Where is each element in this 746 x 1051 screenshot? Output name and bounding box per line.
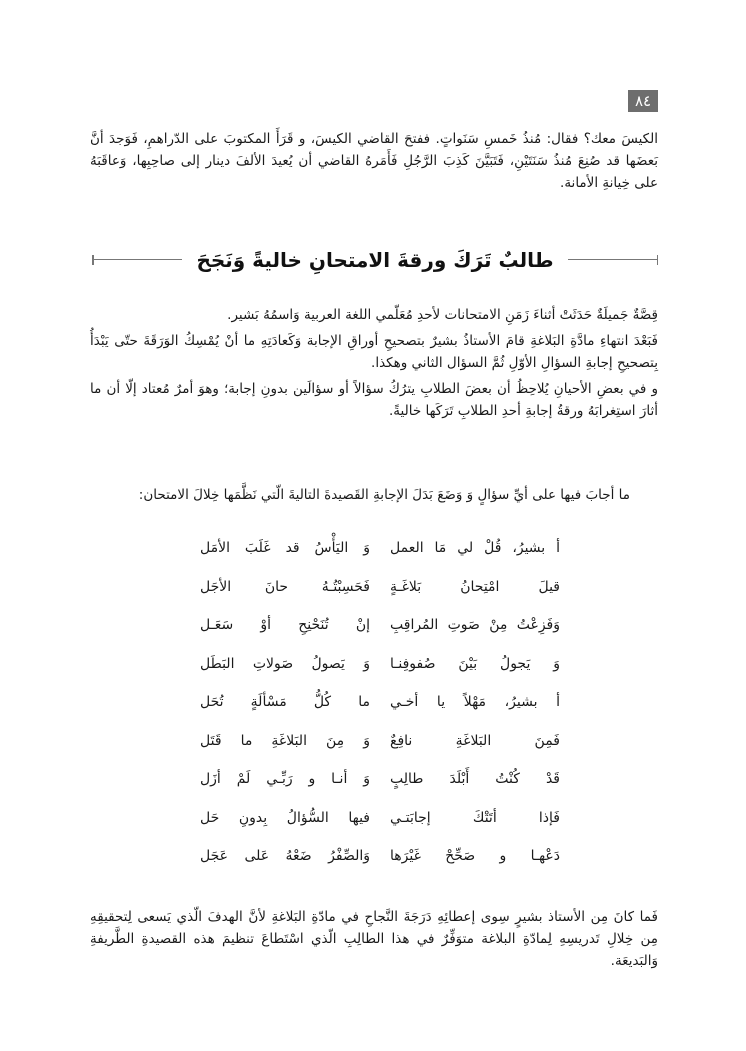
title-rule-left [92,255,182,265]
intro-paragraph [90,128,658,194]
poem-verse [200,615,560,654]
hemistich-second: فيها السُّؤالُ بِدونِ حَل [200,809,370,826]
hemistich-first: فَإذا أتَتْكَ إجابَتـي [390,809,560,826]
intro-text: الكيسَ معك؟ فقال: مُنذُ خَمسِ سَنَواتٍ. ففتحَ القاضي الكيسَ، و قَرَأَ المكتوبَ على الدّراهمِ، فَوَجدَ أنَّ بَعضَها قد صُنِعَ مُنذُ سَنَتَيْنِ، فَتَبَيَّنَ كَذِبَ الرَّجُلِ فَأَمَرهُ القاضي أن يُعيدَ الألفَ دينار إلى صاحِبِها، وَعاقَبَهُ على خِيانةِ الأمانة. [90,131,658,191]
hemistich-second: فَحَسِبْتُـهُ حانَ الأجَل [200,578,370,595]
poem-verse [200,577,560,616]
hemistich-first: فَمِنَ البَلاغَةِ نافِعٌ [390,732,560,749]
hemistich-second: وَ مِنَ البَلاغَةِ ما قَتَل [200,732,370,749]
hemistich-first: قَدْ كُنْتُ أَبْلَدَ طالِبٍ [390,771,560,787]
hemistich-first: وَ يَجولُ بَيْنَ صُفوفِنـا [390,655,560,672]
poem-verse [200,731,560,770]
hemistich-second: وَ اليَأْسُ قد غَلَبَ الأمَل [200,540,370,556]
poem-verse [200,808,560,847]
story-body [90,304,658,426]
poem-verse [200,654,560,693]
hemistich-second: إنْ تُنَحْنِحِ أوْ سَعَـل [200,617,370,633]
hemistich-first: قيلَ امْتِحانُ بَلاغَـةٍ [390,578,560,595]
poem-verse [200,692,560,731]
hemistich-second: وَ يَصولُ صَولاتِ البَطَل [200,655,370,672]
story-title: طالبٌ تَرَكَ ورقةَ الامتحانِ خاليةً وَنَجَحَ [196,248,554,272]
hemistich-first: دَعْهـا و صَحِّحْ غَيْرَها [390,848,560,864]
closing-text: فَما كانَ مِن الأستاذ بشيرٍ سِوى إعطائِهِ دَرَجَةَ النَّجاحِ في مادّةِ البَلاغةِ لأنَّ الهدفَ الّذي يَسعى لِتحقيقِهِ مِن خِلالِ تَدريسِهِ لِمادّةِ البلاغة متوَفِّرٌ في هذا الطالِبِ الّذي اسْتَطاعَ تنظيمَ هذه القصيدةِ الطَّريفةِ وَالبَديعَة. [90,909,658,969]
story-paragraph: قِصَّةٌ جَميلَةٌ حَدَثَتْ أثناءَ زَمَنِ الامتحانات لأحدِ مُعَلّمي اللغة العربية وَاسمُهُ بَشير. [227,307,658,323]
page-number: ٨٤ [628,90,658,112]
hemistich-first: أ بشيرُ، قُلْ لي مَا العمل [390,540,560,556]
hemistich-first: وَفَزِعْتُ مِنْ صَوتِ المُراقِبِ [390,617,560,633]
poem-lead [90,484,630,506]
hemistich-second: وَالصِّفْرُ ضَعْهُ عَلى عَجَل [200,848,370,864]
title-rule-right [568,255,658,265]
hemistich-second: ما كُلُّ مَسْألَةٍ تُحَل [200,694,370,710]
poem-lead-text: ما أجابَ فيها على أيِّ سؤالٍ وَ وَضَعَ بَدَلَ الإجابةِ القَصيدةَ التاليةَ الّتي نَظَّمَها خِلالَ الامتحان: [138,487,630,503]
poem-verse [200,846,560,885]
hemistich-first: أ بشيرُ، مَهْلاً يا أخـي [390,694,560,710]
closing-paragraph [90,906,658,972]
hemistich-second: وَ أنـا و رَبِّـي لَمْ أزَل [200,771,370,787]
section-title [92,240,658,280]
poem-verse [200,769,560,808]
poem-verse [200,538,560,577]
story-paragraph: فَبَعْدَ انتهاءِ مادَّةِ البَلاغةِ قامَ الأستاذُ بشيرٌ بتصحيحِ أوراقِ الإجابة وَكَعادَتِهِ ما أنْ يُمْسِكُ الوَرَقَةَ حتّى يَبْدَأُ بِتصحيحِ إجابةِ السؤالِ الأوّلِ ثُمَّ السؤال الثاني وهكذا. [90,333,658,371]
story-paragraph: و في بعضِ الأحيانِ يُلاحِظُ أن بعضَ الطلابِ يترُكُ سؤالاً أو سؤالَين بدونِ إجابة؛ وهوَ أمرٌ مُعتاد إلّا أن ما أثارَ استِغرابَهُ ورقةُ إجابةِ أحدِ الطلابِ تَرَكَها خاليةً. [90,381,658,419]
poem [200,538,560,885]
